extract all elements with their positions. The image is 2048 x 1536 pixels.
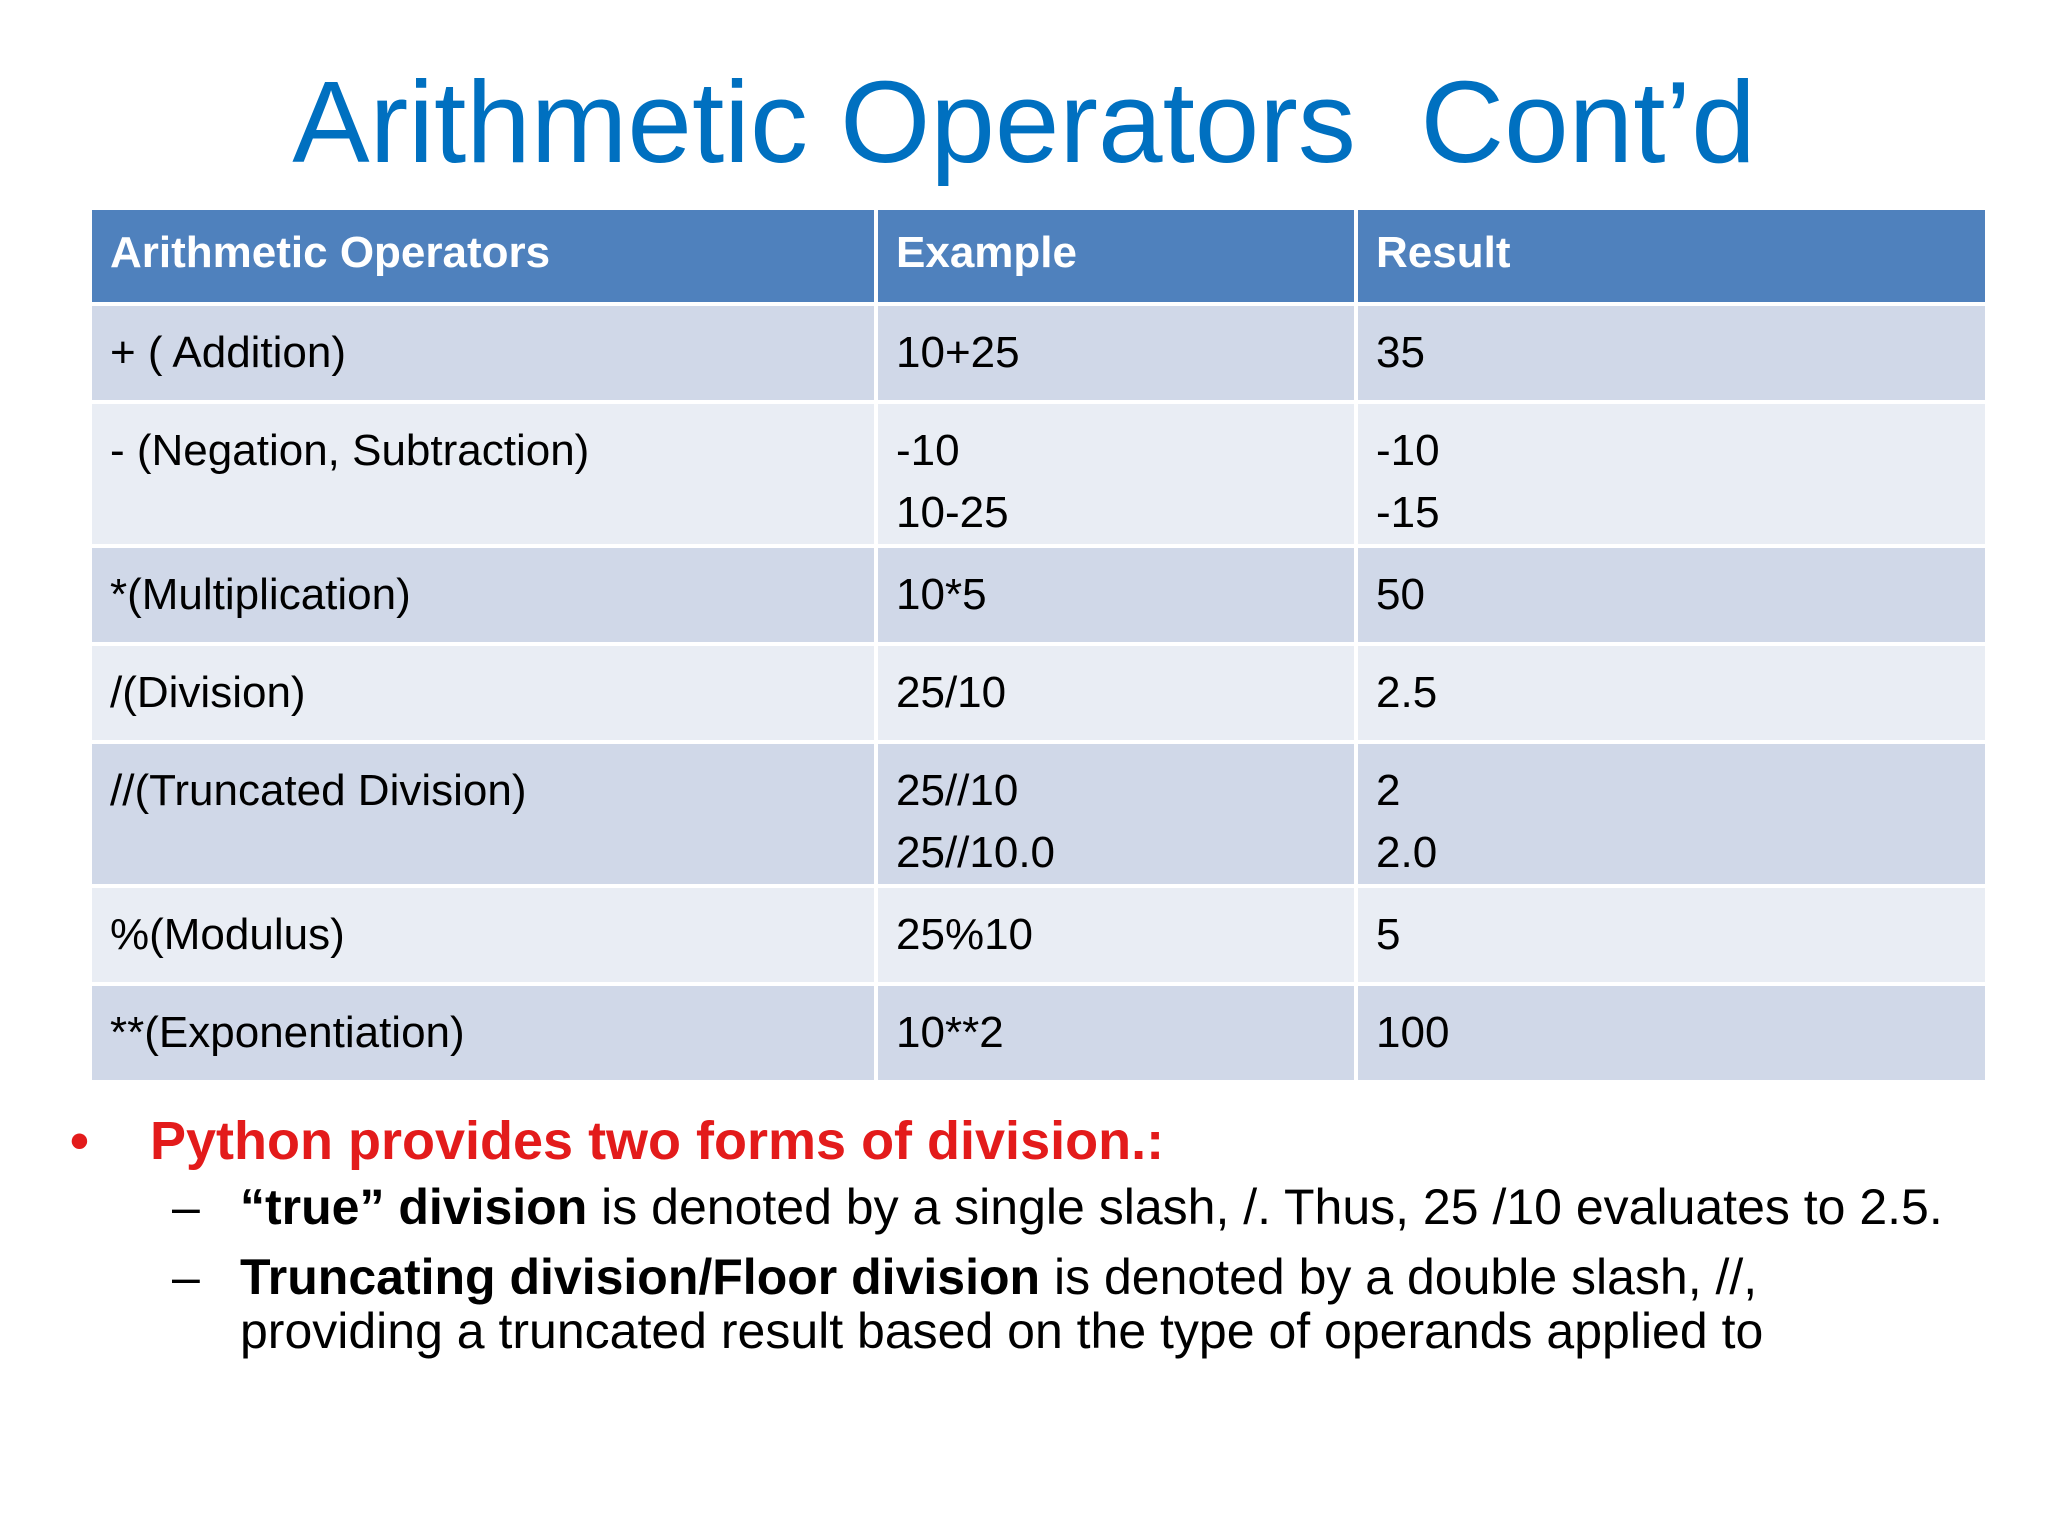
slide-title: Arithmetic Operators Cont’d <box>292 57 1756 187</box>
example-line: 10-25 <box>896 488 1009 537</box>
result-line: 2.0 <box>1376 828 1438 877</box>
operator-cell: **(Exponentiation) <box>90 984 876 1082</box>
sub-bullet-item-floor-division <box>60 1250 1960 1358</box>
operator-cell: //(Truncated Division) <box>90 742 876 886</box>
bullet-item-main <box>60 1106 1960 1176</box>
example-cell <box>876 304 1356 402</box>
sub-bullet-text: is denoted by a single slash, /. Thus, 25 /10 evaluates to 2.5. <box>587 1179 1943 1235</box>
example-cell <box>876 742 1356 886</box>
example-line: 25/10 <box>896 668 1007 717</box>
bullet-dot-icon: • <box>70 1111 89 1171</box>
sub-bullet-term: “true” division <box>240 1179 588 1235</box>
result-cell <box>1356 304 1987 402</box>
operator-cell: + ( Addition) <box>90 304 876 402</box>
table-row <box>90 304 1987 402</box>
example-line: 10*5 <box>896 570 987 619</box>
example-cell <box>876 402 1356 546</box>
header-result: Result <box>1356 208 1987 304</box>
sub-bullet-item-true-division <box>60 1180 1960 1234</box>
example-cell <box>876 984 1356 1082</box>
table-header-row <box>90 208 1987 304</box>
result-line: 35 <box>1376 328 1425 377</box>
header-example: Example <box>876 208 1356 304</box>
example-line: 25//10.0 <box>896 828 1056 877</box>
table-row <box>90 644 1987 742</box>
result-line: 2.5 <box>1376 668 1438 717</box>
example-cell <box>876 886 1356 984</box>
table-row <box>90 984 1987 1082</box>
result-line: 2 <box>1376 766 1401 815</box>
operator-cell: /(Division) <box>90 644 876 742</box>
example-cell <box>876 546 1356 644</box>
example-line: 10+25 <box>896 328 1020 377</box>
example-line: 10**2 <box>896 1008 1004 1057</box>
example-line: 25%10 <box>896 910 1034 959</box>
result-line: 5 <box>1376 910 1401 959</box>
table-row <box>90 546 1987 644</box>
dash-icon: – <box>172 1179 200 1235</box>
table-row <box>90 886 1987 984</box>
example-line: -10 <box>896 426 960 475</box>
example-cell <box>876 644 1356 742</box>
result-cell <box>1356 644 1987 742</box>
result-line: 100 <box>1376 1008 1450 1057</box>
result-line: 50 <box>1376 570 1425 619</box>
operators-table <box>88 206 1989 1084</box>
bullet-list <box>60 1106 1960 1358</box>
bullet-main-text: Python provides two forms of division.: <box>150 1111 1165 1171</box>
operator-cell: %(Modulus) <box>90 886 876 984</box>
result-line: -15 <box>1376 488 1440 537</box>
example-line: 25//10 <box>896 766 1019 815</box>
result-cell <box>1356 984 1987 1082</box>
result-cell <box>1356 402 1987 546</box>
table-row <box>90 402 1987 546</box>
sub-bullet-text: is denoted by a double slash, //, providing a truncated result based on the type of operands applied to <box>240 1249 1764 1359</box>
operator-cell: *(Multiplication) <box>90 546 876 644</box>
sub-bullet-term: Truncating division/Floor division <box>240 1249 1041 1305</box>
result-cell <box>1356 886 1987 984</box>
table-row <box>90 742 1987 886</box>
result-cell <box>1356 546 1987 644</box>
result-line: -10 <box>1376 426 1440 475</box>
operator-cell: - (Negation, Subtraction) <box>90 402 876 546</box>
dash-icon: – <box>172 1249 200 1305</box>
header-operators: Arithmetic Operators <box>90 208 876 304</box>
result-cell <box>1356 742 1987 886</box>
